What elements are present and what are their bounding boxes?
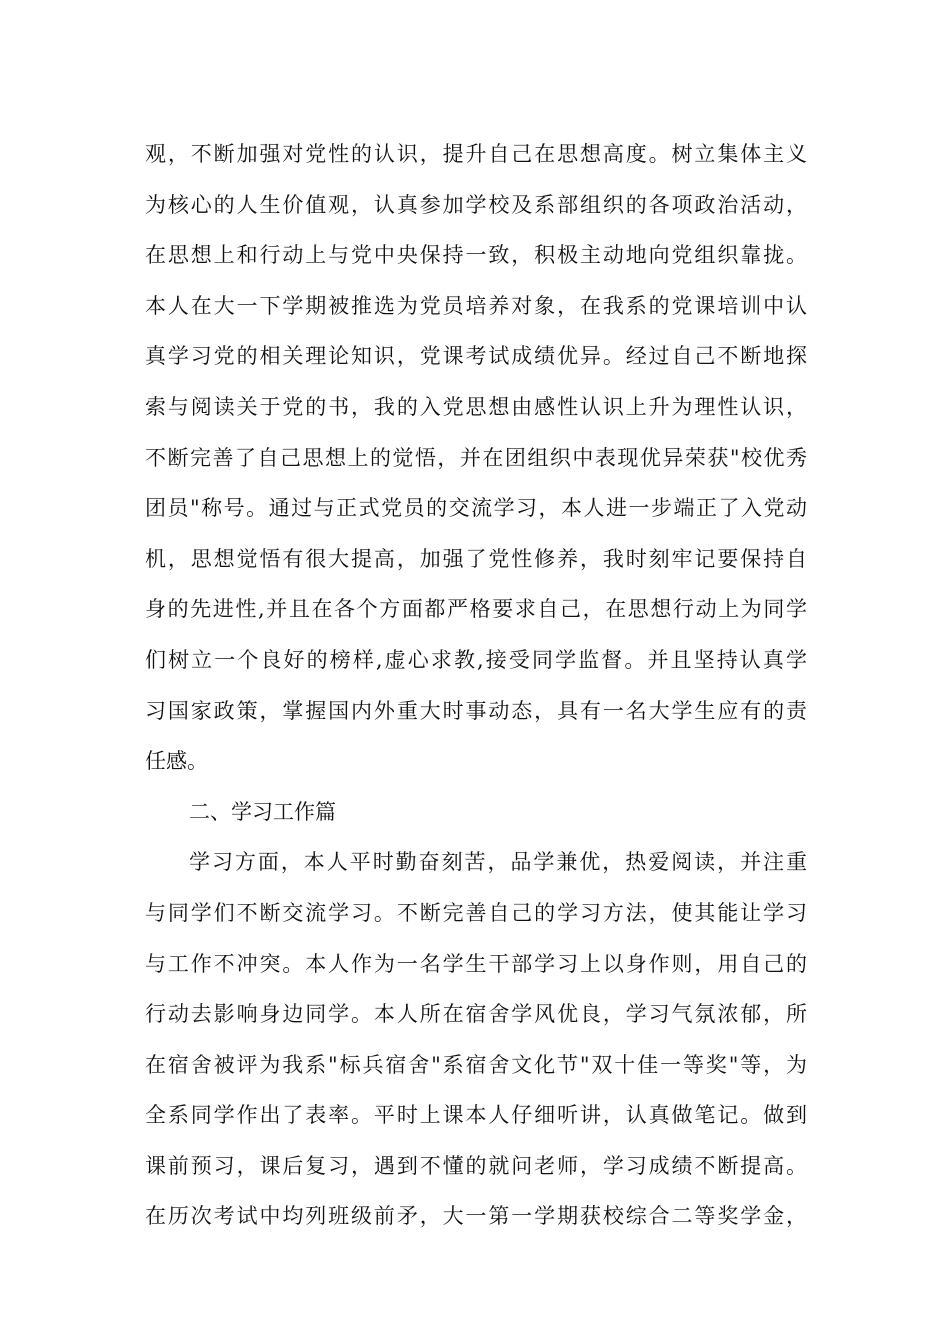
text-line: 索与阅读关于党的书，我的入党思想由感性认识上升为理性认识， [145, 394, 807, 419]
text-line: 本人在大一下学期被推选为党员培养对象，在我系的党课培训中认 [145, 293, 807, 318]
text-line: 机，思想觉悟有很大提高，加强了党性修养，我时刻牢记要保持自 [145, 546, 807, 571]
text-line: 习国家政策，掌握国内外重大时事动态，具有一名大学生应有的责 [145, 698, 807, 723]
text-line: 学习方面，本人平时勤奋刻苦，品学兼优，热爱阅读，并注重 [189, 850, 807, 875]
document-body [145, 129, 807, 1242]
text-line: 课前预习，课后复习，遇到不懂的就问老师，学习成绩不断提高。 [145, 1153, 807, 1178]
text-line: 行动去影响身边同学。本人所在宿舍学风优良，学习气氛浓郁，所 [145, 1002, 807, 1027]
text-line: 在思想上和行动上与党中央保持一致，积极主动地向党组织靠拢。 [145, 243, 807, 268]
text-line: 在历次考试中均列班级前矛，大一第一学期获校综合二等奖学金， [145, 1204, 807, 1229]
text-line: 真学习党的相关理论知识，党课考试成绩优异。经过自己不断地探 [145, 344, 807, 369]
text-line: 们树立一个良好的榜样,虚心求教,接受同学监督。并且坚持认真学 [145, 647, 807, 672]
text-line: 团员"称号。通过与正式党员的交流学习，本人进一步端正了入党动 [145, 496, 807, 521]
text-line: 任感。 [145, 749, 208, 774]
text-line: 全系同学作出了表率。平时上课本人仔细听讲，认真做笔记。做到 [145, 1103, 807, 1128]
text-line: 在宿舍被评为我系"标兵宿舍"系宿舍文化节"双十佳一等奖"等，为 [145, 1052, 807, 1077]
section-heading: 二、学习工作篇 [189, 799, 336, 824]
text-line: 身的先进性,并且在各个方面都严格要求自己，在思想行动上为同学 [145, 597, 807, 622]
text-line: 不断完善了自己思想上的觉悟，并在团组织中表现优异荣获"校优秀 [145, 445, 807, 470]
text-line: 为核心的人生价值观，认真参加学校及系部组织的各项政治活动， [145, 192, 807, 217]
text-line: 与工作不冲突。本人作为一名学生干部学习上以身作则，用自己的 [145, 951, 807, 976]
text-line: 与同学们不断交流学习。不断完善自己的学习方法，使其能让学习 [145, 900, 807, 925]
text-line: 观，不断加强对党性的认识，提升自己在思想高度。树立集体主义 [145, 142, 807, 166]
